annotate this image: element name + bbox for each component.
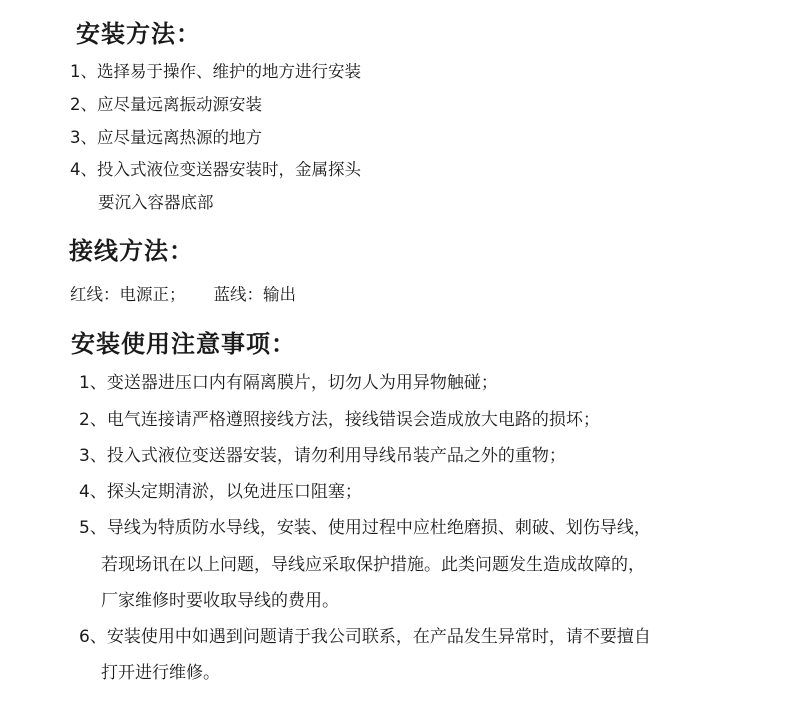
install-method-heading: 安装方法： (76, 20, 201, 48)
precaution-5: 5、导线为特质防水导线，安装、使用过程中应杜绝磨损、刺破、划伤导线， (79, 518, 651, 538)
precaution-4: 4、探头定期清淤，以免进压口阻塞； (79, 482, 362, 502)
red-wire-label: 红线：电源正； (70, 285, 186, 304)
precaution-2: 2、电气连接请严格遵照接线方法，接线错误会造成放大电路的损坏； (79, 410, 600, 430)
precautions-heading: 安装使用注意事项： (71, 330, 296, 358)
install-step-1: 1、选择易于操作、维护的地方进行安装 (70, 62, 361, 81)
precaution-5-continued-1: 若现场讯在以上问题，导线应采取保护措施。此类问题发生造成故障的， (101, 555, 645, 575)
precaution-3: 3、投入式液位变送器安装，请勿利用导线吊装产品之外的重物； (79, 446, 566, 466)
install-step-4: 4、投入式液位变送器安装时，金属探头 (70, 160, 361, 179)
precaution-1: 1、变送器进压口内有隔离膜片，切勿人为用异物触碰； (79, 373, 498, 393)
precaution-6-continued: 打开进行维修。 (101, 663, 220, 683)
precaution-5-continued-2: 厂家维修时要收取导线的费用。 (101, 591, 339, 611)
install-step-4-continued: 要沉入容器底部 (98, 193, 214, 212)
install-step-3: 3、应尽量远离热源的地方 (70, 128, 262, 147)
blue-wire-label: 蓝线：输出 (213, 285, 296, 304)
install-step-2: 2、应尽量远离振动源安装 (70, 95, 262, 114)
wiring-line (70, 287, 296, 304)
wiring-method-heading: 接线方法： (69, 237, 194, 265)
precaution-6: 6、安装使用中如遇到问题请于我公司联系，在产品发生异常时，请不要擅自 (79, 627, 651, 647)
